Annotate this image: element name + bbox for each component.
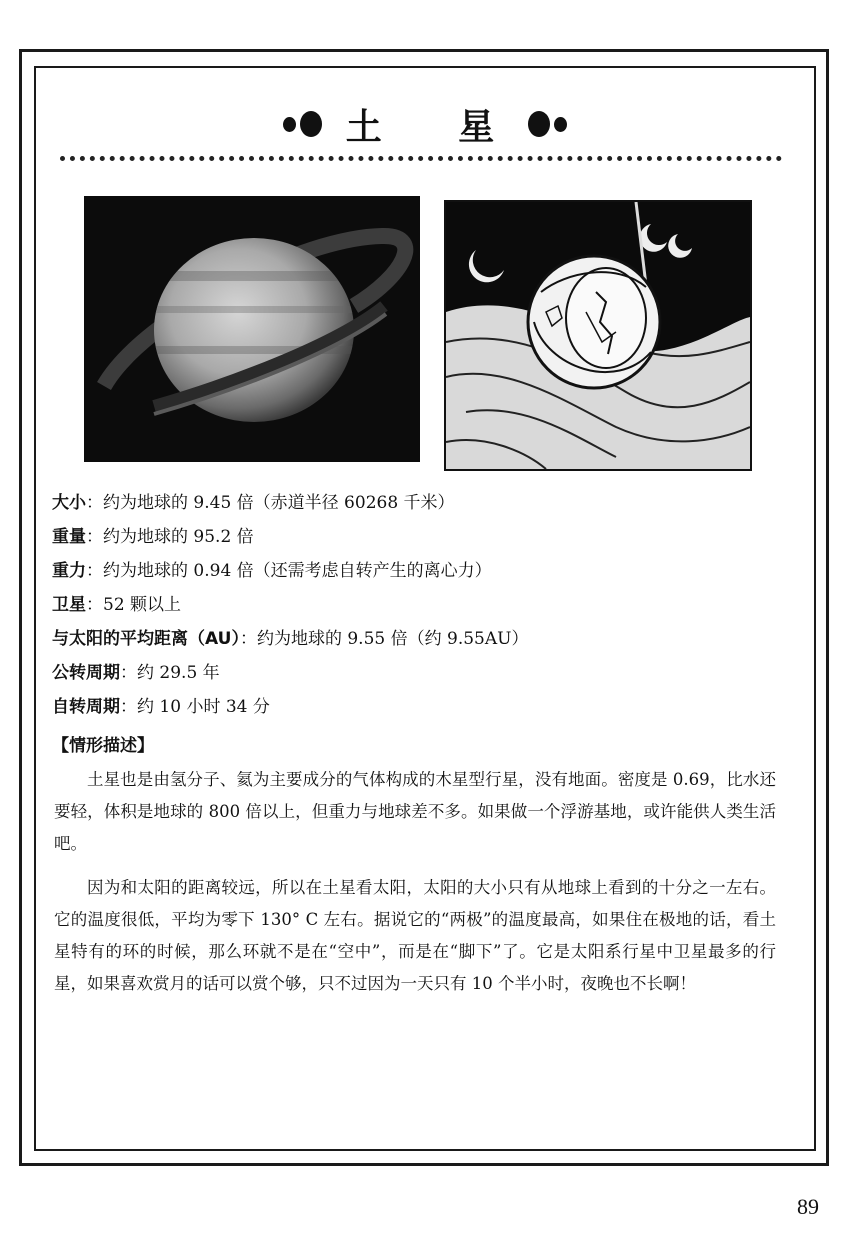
fact-orbital-period xyxy=(52,656,792,690)
page-number: 89 xyxy=(797,1194,819,1219)
fact-gravity xyxy=(52,554,792,588)
fact-distance xyxy=(52,622,792,656)
right-dots-ornament xyxy=(528,111,567,137)
fact-size xyxy=(52,486,792,520)
large-dot-icon xyxy=(528,111,550,137)
saturn-photo xyxy=(84,196,420,462)
saturn-base-illustration xyxy=(444,200,752,471)
planet-facts-list xyxy=(52,486,792,724)
fact-label: 重量 xyxy=(52,527,86,547)
section-heading: 【情形描述】 xyxy=(52,736,154,756)
left-dots-ornament xyxy=(283,111,322,137)
fact-value: ：约为地球的 0.94 倍（还需考虑自转产生的离心力） xyxy=(86,561,492,581)
fact-value: ：约 29.5 年 xyxy=(120,663,220,683)
fact-label: 重力 xyxy=(52,561,86,581)
fact-value: ：约 10 小时 34 分 xyxy=(120,697,270,717)
fact-label: 与太阳的平均距离（AU） xyxy=(52,629,240,649)
fact-satellites xyxy=(52,588,792,622)
fact-value: ：约为地球的 9.45 倍（赤道半径 60268 千米） xyxy=(86,493,455,513)
fact-value: ：约为地球的 9.55 倍（约 9.55AU） xyxy=(239,629,529,649)
fact-label: 卫星 xyxy=(52,595,86,615)
page-title: 土 星 xyxy=(345,106,527,148)
small-dot-icon xyxy=(283,117,296,132)
fact-value: ：52 颗以上 xyxy=(86,595,182,615)
fact-label: 公转周期 xyxy=(52,663,120,683)
dotted-divider xyxy=(60,156,782,161)
small-dot-icon xyxy=(554,117,567,132)
large-dot-icon xyxy=(300,111,322,137)
fact-weight xyxy=(52,520,792,554)
description-paragraph-2: 因为和太阳的距离较远，所以在土星看太阳，太阳的大小只有从地球上看到的十分之一左右。它的温度很低，平均为零下 130° C 左右。据说它的“两极”的温度最高，如果住在极地的话，看土星特有的环的时候，那么环就不是在“空中”，而是在“脚下”了。它是太阳系行星中卫星最多的行星，如果喜欢赏月的话可以赏个够，只不过因为一天只有 10 个半小时，夜晚也不长啊！ xyxy=(54,878,776,993)
title-banner xyxy=(34,94,816,154)
description-paragraph-1: 土星也是由氢分子、氦为主要成分的气体构成的木星型行星，没有地面。密度是 0.69，比水还要轻，体积是地球的 800 倍以上，但重力与地球差不多。如果做一个浮游基地，或许能供人类生活吧。 xyxy=(54,770,776,853)
fact-label: 自转周期 xyxy=(52,697,120,717)
fact-rotation-period xyxy=(52,690,792,724)
fact-value: ：约为地球的 95.2 倍 xyxy=(86,527,254,547)
fact-label: 大小 xyxy=(52,493,86,513)
